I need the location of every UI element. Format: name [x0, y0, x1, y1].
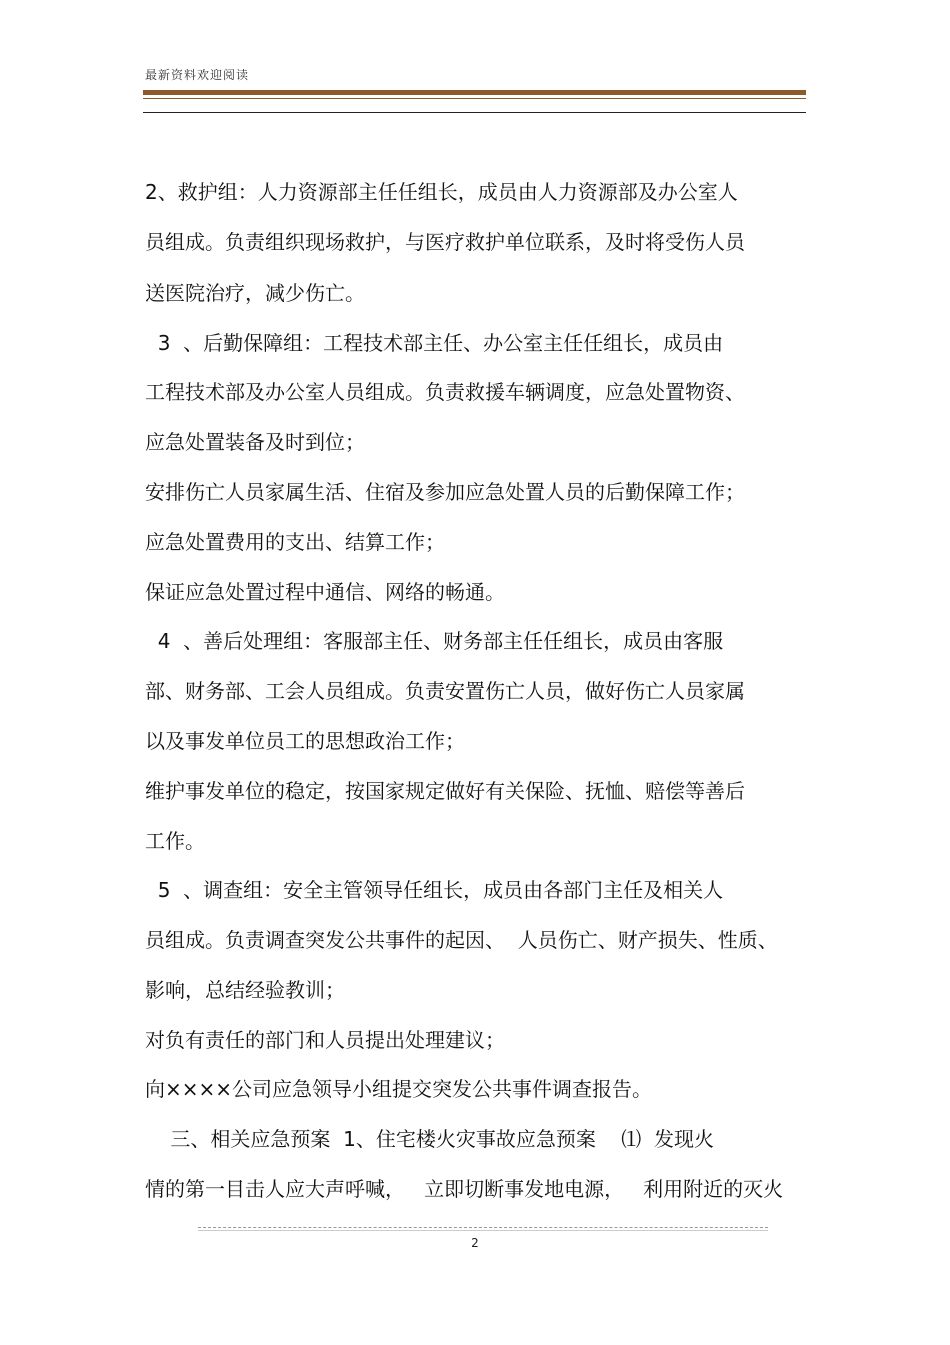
header-rule-dark [143, 112, 806, 113]
body-line: 影响，总结经验教训； [145, 978, 345, 1002]
body-line: 保证应急处置过程中通信、网络的畅通。 [145, 580, 505, 604]
body-line: 员组成。负责调查突发公共事件的起因、 人员伤亡、财产损失、性质、 [145, 928, 778, 952]
body-line: 2、救护组：人力资源部主任任组长，成员由人力资源部及办公室人 [145, 180, 738, 204]
footer-rule [198, 1227, 768, 1228]
footer-rule-secondary [198, 1230, 768, 1231]
body-line: 4 、善后处理组：客服部主任、财务部主任任组长，成员由客服 [145, 629, 724, 653]
body-line: 应急处置装备及时到位； [145, 430, 365, 454]
body-line: 员组成。负责组织现场救护，与医疗救护单位联系，及时将受伤人员 [145, 230, 745, 254]
body-line: 5 、调查组：安全主管领导任组长，成员由各部门主任及相关人 [145, 878, 724, 902]
body-line: 送医院治疗，减少伤亡。 [145, 281, 365, 305]
body-line: 应急处置费用的支出、结算工作； [145, 530, 445, 554]
body-line: 安排伤亡人员家属生活、住宿及参加应急处置人员的后勤保障工作； [145, 480, 745, 504]
body-line: 工作。 [145, 829, 205, 853]
body-line: 维护事发单位的稳定，按国家规定做好有关保险、抚恤、赔偿等善后 [145, 779, 745, 803]
body-line: 以及事发单位员工的思想政治工作； [145, 729, 465, 753]
page-header-text: 最新资料欢迎阅读 [145, 68, 250, 82]
header-rule-thin [143, 98, 806, 99]
body-line: 情的第一目击人应大声呼喊， 立即切断事发地电源， 利用附近的灭火 [145, 1177, 784, 1201]
body-line: 三、相关应急预案 1、住宅楼火灾事故应急预案 ⑴ 发现火 [145, 1127, 715, 1151]
body-line: 部、财务部、工会人员组成。负责安置伤亡人员，做好伤亡人员家属 [145, 679, 745, 703]
body-line: 向××××公司应急领导小组提交突发公共事件调查报告。 [145, 1077, 653, 1101]
body-line: 3 、后勤保障组：工程技术部主任、办公室主任任组长，成员由 [145, 331, 724, 355]
header-rule-thick [143, 90, 806, 95]
body-line: 对负有责任的部门和人员提出处理建议； [145, 1028, 505, 1052]
page-number: 2 [471, 1236, 479, 1250]
body-line: 工程技术部及办公室人员组成。负责救援车辆调度，应急处置物资、 [145, 380, 745, 404]
